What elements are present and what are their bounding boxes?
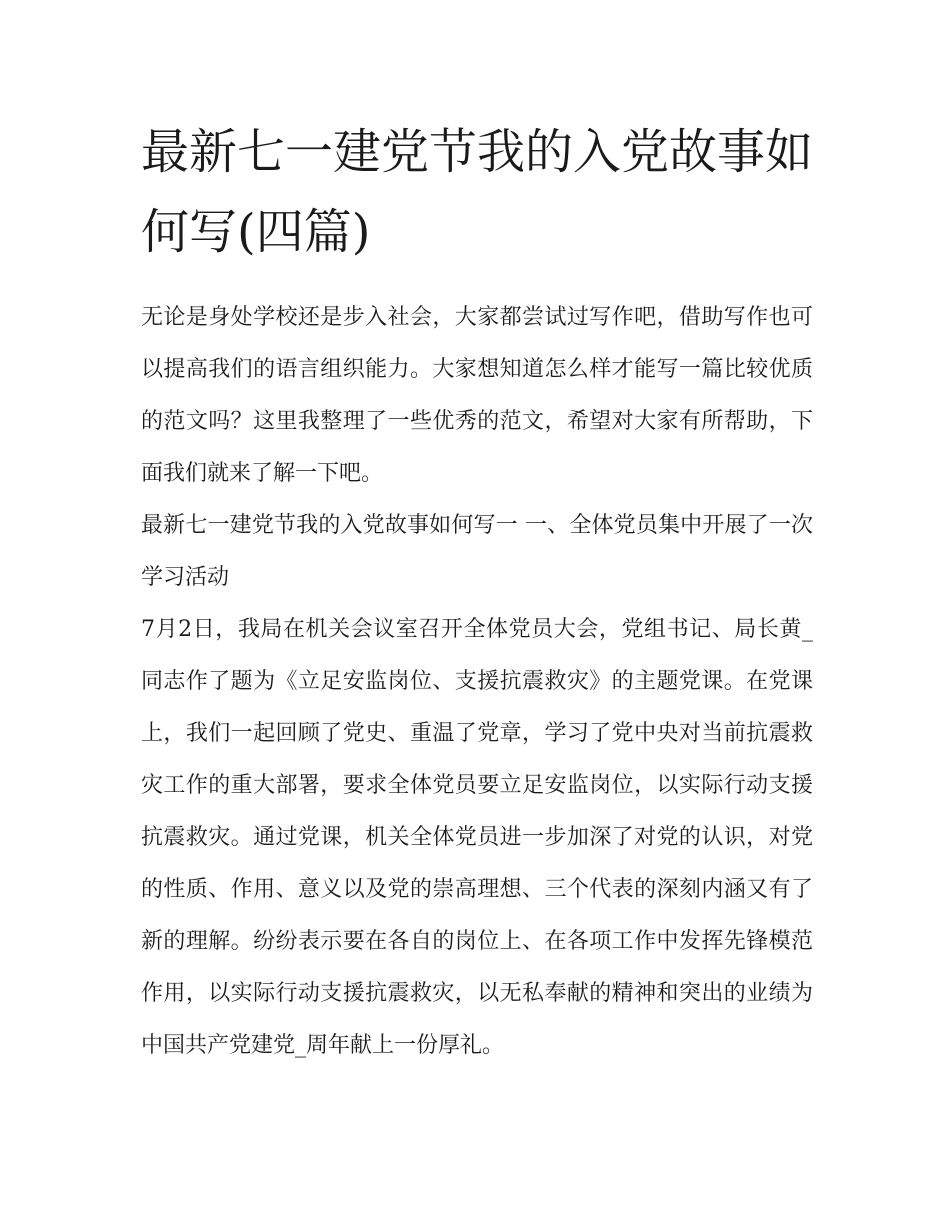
document-title: 最新七一建党节我的入党故事如何写(四篇) [141, 124, 814, 260]
body-paragraph: 7月2日，我局在机关会议室召开全体党员大会，党组书记、局长黄_同志作了题为《立足安监岗位、支援抗震救灾》的主题党课。在党课上，我们一起回顾了党史、重温了党章，学习了党中央对当前抗震救灾工作的重大部署，要求全体党员要立足安监岗位，以实际行动支援抗震救灾。通过党课，机关全体党员进一步加深了对党的认识，对党的性质、作用、意义以及党的崇高理想、三个代表的深刻内涵又有了新的理解。纷纷表示要在各自的岗位上、在各项工作中发挥先锋模范作用，以实际行动支援抗震救灾，以无私奉献的精神和突出的业绩为中国共产党建党_周年献上一份厚礼。 [141, 617, 813, 1058]
intro-paragraph: 无论是身处学校还是步入社会，大家都尝试过写作吧，借助写作也可以提高我们的语言组织能力。大家想知道怎么样才能写一篇比较优质的范文吗？这里我整理了一些优秀的范文，希望对大家有所帮助，下面我们就来了解一下吧。 [141, 305, 813, 486]
document-body [141, 112, 813, 1072]
section-heading-paragraph: 最新七一建党节我的入党故事如何写一 一、全体党员集中开展了一次学习活动 [141, 513, 813, 590]
